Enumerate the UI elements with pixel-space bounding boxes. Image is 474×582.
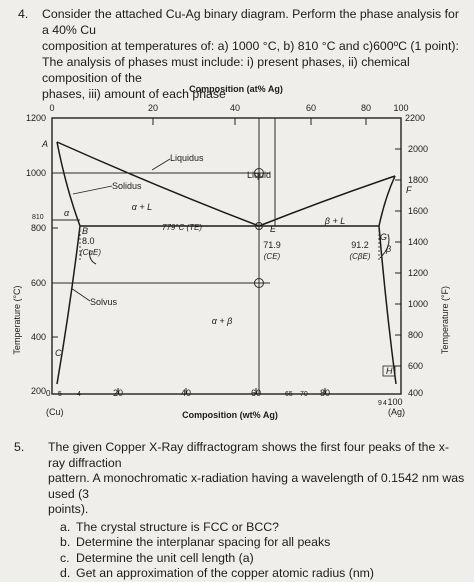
solidus-curve-right: [379, 176, 395, 226]
bottom-tick-label: 20: [112, 388, 124, 398]
item-marker: d.: [60, 566, 71, 580]
top-tick-label: 0: [49, 103, 55, 113]
point-h-label: H: [386, 366, 393, 376]
right-tick-label: 1600: [408, 206, 429, 216]
left-tick-label: 1000: [25, 168, 46, 178]
right-tick-label: 400: [408, 388, 424, 398]
question-5-body: [48, 440, 466, 582]
item-marker: a.: [60, 519, 71, 534]
question-4-line: The analysis of phases must include: i) present phases, ii) chemical composition of the: [42, 55, 410, 85]
bottom-tick-label: 100: [387, 397, 403, 407]
bottom-axis-title: Composition (wt% Ag): [182, 410, 278, 420]
region-liquid-label: Liquid: [246, 170, 272, 180]
eutectic-comp: 71.9: [263, 240, 281, 250]
right-tick-label: 1200: [408, 268, 429, 278]
left-end-label: (Cu): [46, 407, 64, 417]
right-ticks: [395, 113, 428, 398]
top-tick-label: 80: [360, 103, 372, 113]
liquidus-leader: [152, 159, 170, 170]
top-tick-label: 100: [393, 103, 409, 113]
handwritten-5: 5: [58, 391, 62, 398]
left-axis-title: Temperature (°C): [12, 285, 22, 355]
point-c-label: C: [55, 348, 62, 358]
handwritten-810: 810: [32, 214, 44, 221]
handwritten-9: 9: [378, 400, 382, 407]
top-tick-label: 40: [229, 103, 241, 113]
region-alpha-liquid-label: α + L: [131, 202, 153, 212]
top-axis-title: Composition (at% Ag): [189, 84, 283, 94]
handwritten-65: 65: [285, 391, 293, 398]
question-4-line: phases, iii) amount of each phase: [42, 87, 226, 101]
top-tick-label: 20: [147, 103, 159, 113]
cu-ag-phase-diagram: [0, 78, 474, 428]
item-marker: c.: [60, 550, 70, 565]
bottom-tick-label: 40: [180, 388, 192, 398]
question-5-items: [48, 520, 466, 582]
question-5-line: pattern. A monochromatic x-radiation having a wavelength of 0.1542 nm was used (3: [48, 471, 465, 501]
question-4-line: Consider the attached Cu-Ag binary diagram. Perform the phase analysis for a 40% Cu: [42, 7, 459, 37]
point-e-label: E: [270, 224, 277, 234]
question-5-number: 5.: [14, 440, 25, 454]
left-tick-label: 200: [30, 386, 46, 396]
alpha-eutectic-symbol: (CαE): [80, 248, 102, 257]
region-alpha-label: α: [64, 208, 70, 218]
top-ticks: [49, 103, 408, 113]
right-tick-label: 1000: [408, 299, 429, 309]
question-4-line: composition at temperatures of: a) 1000 °C, b) 810 °C and c)600ºC (1 point):: [42, 39, 459, 53]
solvus-curve-left: [57, 226, 80, 384]
right-axis-title: Temperature (°F): [440, 285, 450, 355]
right-tick-label: 1400: [408, 237, 429, 247]
point-a-label: A: [42, 139, 49, 149]
left-tick-label: 1200: [25, 113, 46, 123]
point-g-label: G: [380, 232, 388, 242]
left-ticks: [26, 113, 58, 396]
question-4-number: 4.: [18, 7, 29, 21]
left-tick-label: 800: [30, 223, 46, 233]
question-5-item: [48, 566, 466, 582]
right-tick-label: 800: [408, 330, 424, 340]
liquidus-curve-left: [57, 142, 259, 226]
handwritten-4: 4: [77, 391, 81, 398]
question-5-item: [48, 520, 466, 536]
question-5-line: points).: [48, 502, 89, 516]
bottom-tick-label: 0: [46, 389, 51, 398]
point-f-label: F: [406, 185, 412, 195]
handwritten-4b: 4: [383, 400, 387, 407]
bottom-tick-label: 80: [319, 388, 331, 398]
solidus-label: Solidus: [112, 181, 142, 191]
eutectic-symbol: (CE): [263, 252, 281, 261]
item-text: Determine the unit cell length (a): [76, 550, 254, 565]
right-tick-label: 2000: [408, 144, 429, 154]
eutectic-temp-label: 779°C (TE): [162, 223, 203, 232]
region-beta-liquid-label: β + L: [324, 216, 346, 226]
item-text: Get an approximation of the copper atomic radius (nm): [76, 566, 375, 580]
right-tick-label: 600: [408, 361, 424, 371]
handwritten-70: 70: [300, 391, 308, 398]
beta-eutectic-comp: 91.2: [351, 240, 369, 250]
beta-eutectic-symbol: (CβE): [349, 252, 371, 261]
right-end-label: (Ag): [388, 407, 406, 417]
top-tick-label: 60: [305, 103, 317, 113]
item-text: The crystal structure is FCC or BCC?: [76, 519, 279, 534]
item-marker: b.: [60, 535, 71, 549]
left-tick-label: 400: [30, 332, 46, 342]
region-beta-label: β: [386, 244, 392, 254]
region-alpha-beta-label: α + β: [211, 316, 233, 326]
bottom-tick-label: 60: [250, 388, 262, 398]
solidus-leader: [73, 186, 112, 194]
right-tick-label: 1800: [408, 175, 429, 185]
alpha-eutectic-comp: 8.0: [82, 236, 95, 246]
question-5-item: [48, 535, 466, 551]
point-b-label: B: [82, 226, 89, 236]
liquidus-label: Liquidus: [170, 153, 204, 163]
item-text: Determine the interplanar spacing for all peaks: [76, 535, 331, 549]
question-5-line: The given Copper X-Ray diffractogram shows the first four peaks of the x-ray diffraction: [48, 440, 449, 470]
question-5-item: [48, 551, 466, 567]
solvus-label: Solvus: [90, 297, 118, 307]
left-tick-label: 600: [30, 278, 46, 288]
right-tick-label: 2200: [405, 113, 426, 123]
solvus-leader: [71, 288, 90, 301]
